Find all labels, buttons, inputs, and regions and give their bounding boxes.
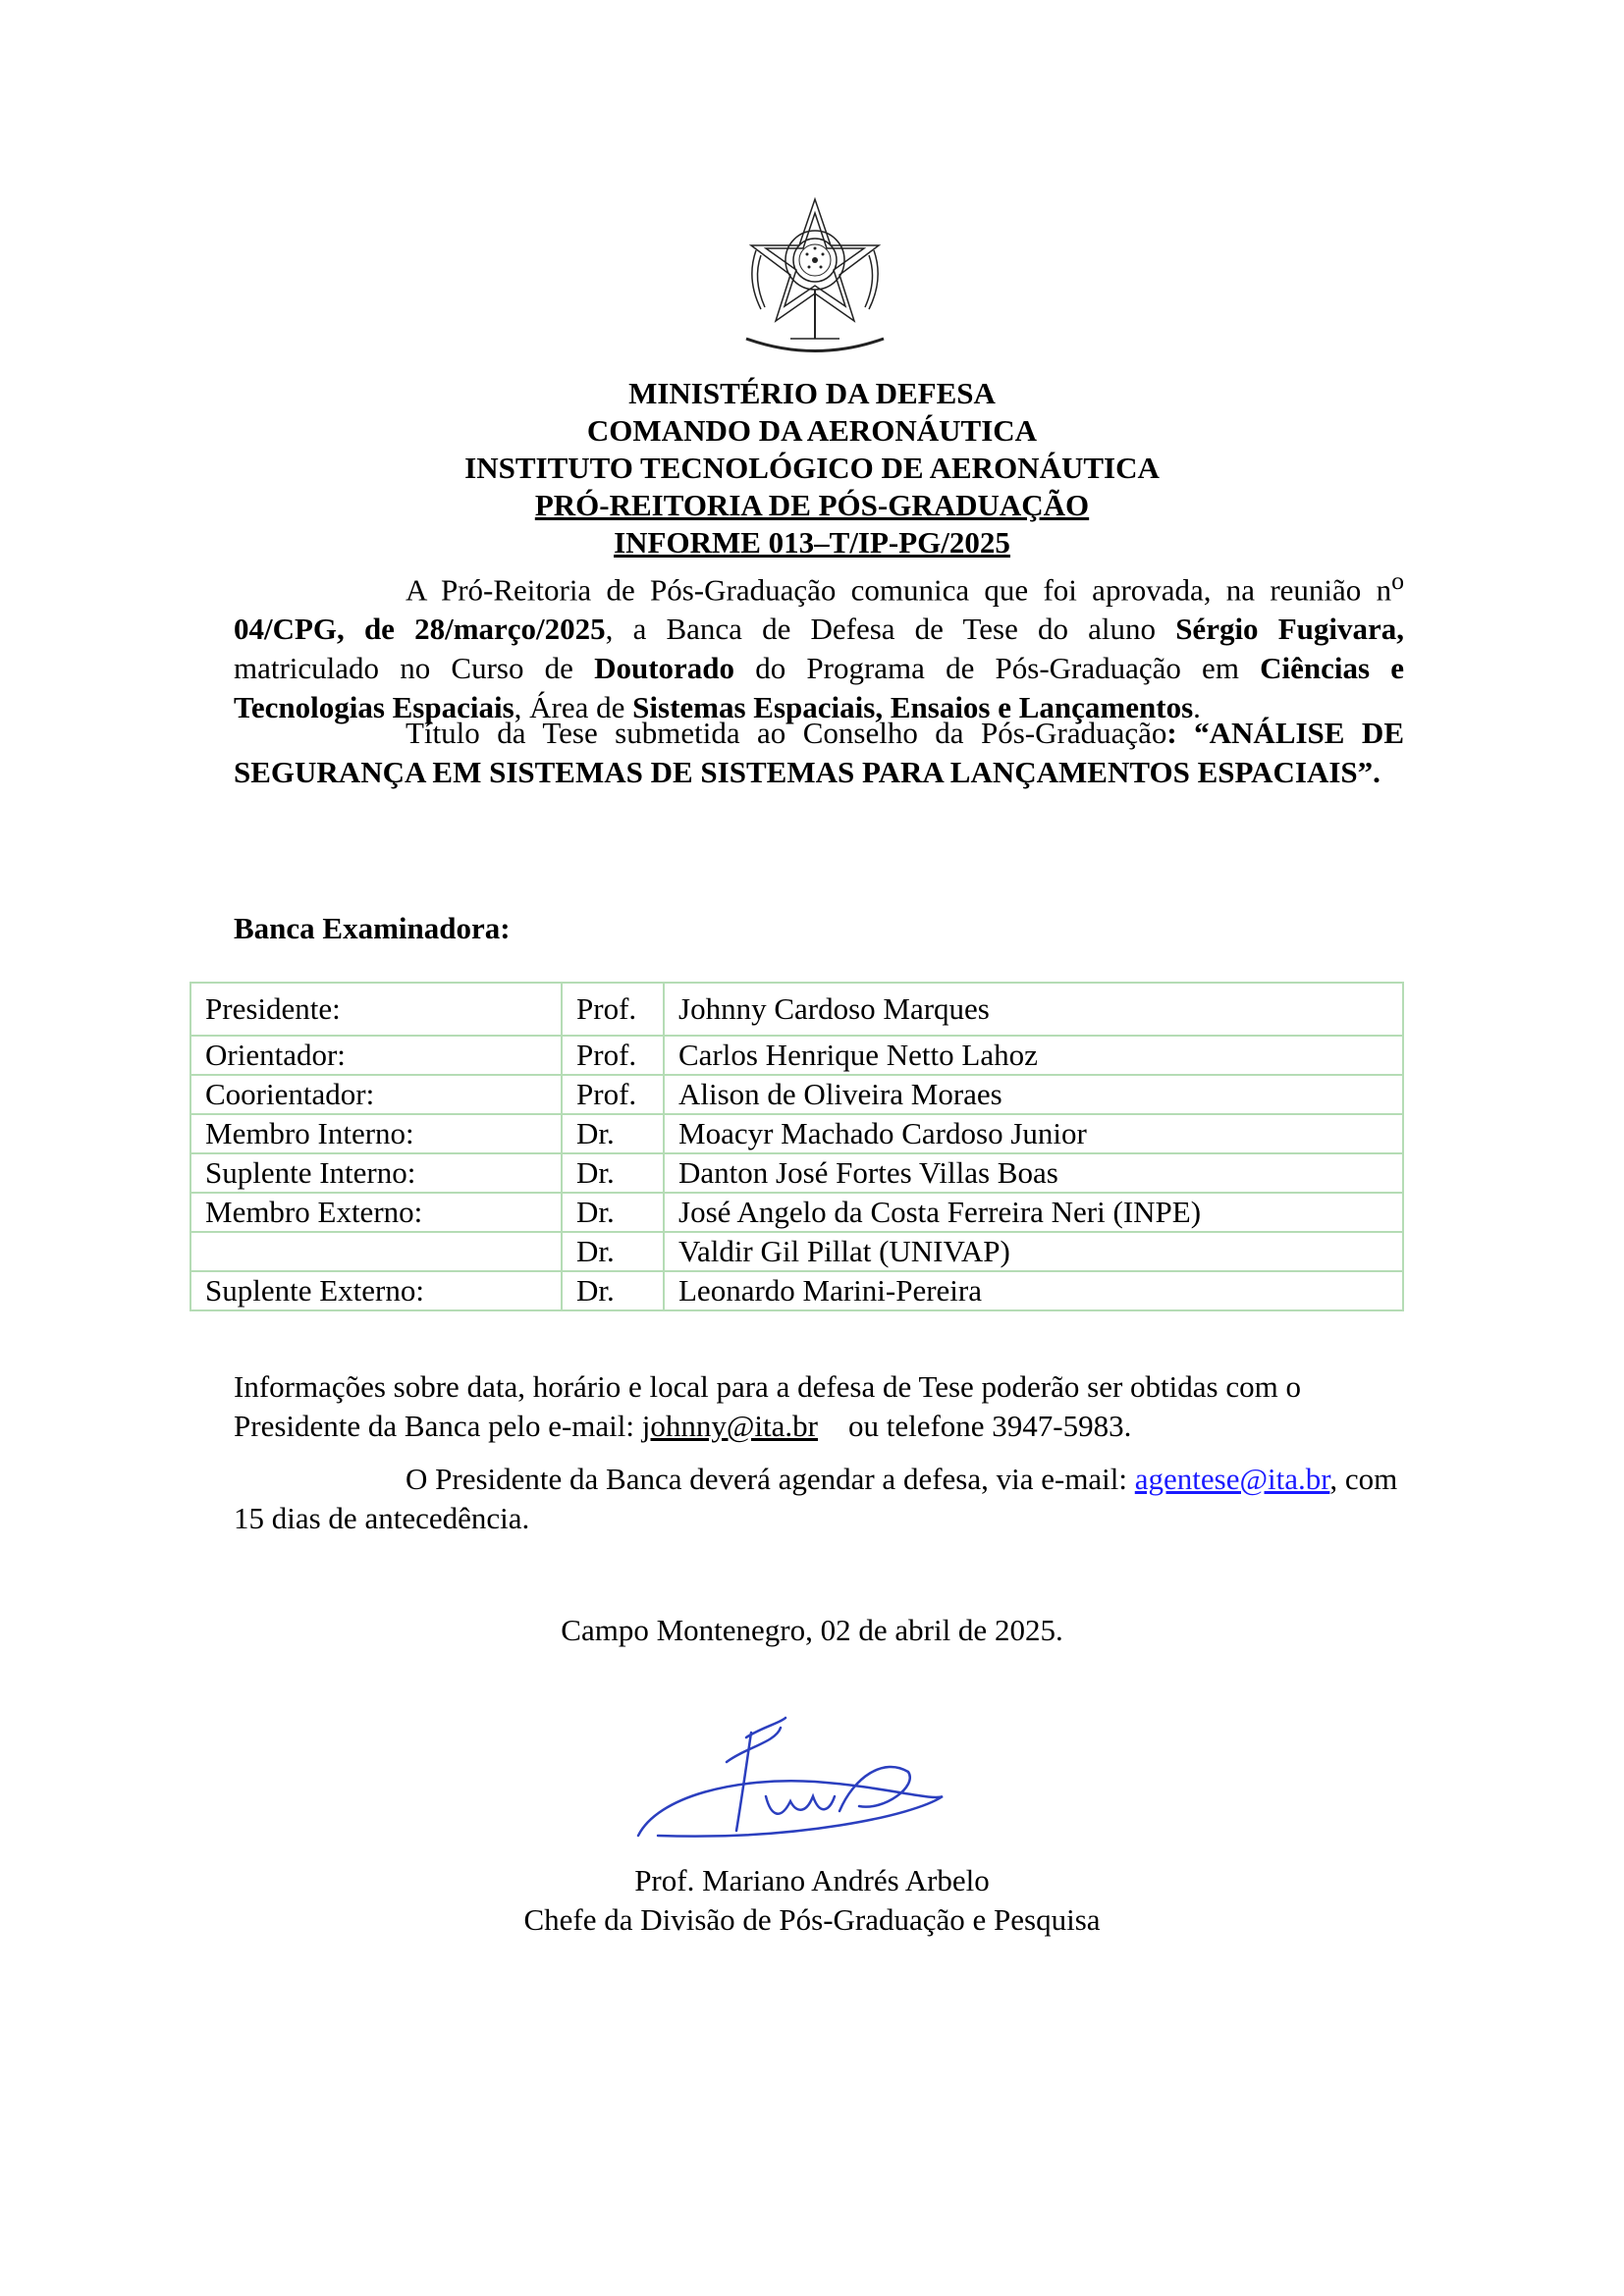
- para1-text-2: , a Banca de Defesa de Tese do aluno: [605, 612, 1176, 647]
- scheduling-deadline-text: , com 15 dias de antecedência.: [234, 1462, 1398, 1535]
- header-institute: INSTITUTO TECNOLÓGICO DE AERONÁUTICA: [464, 451, 1160, 485]
- signer-name: Prof. Mariano Andrés Arbelo: [634, 1863, 990, 1897]
- committee-member-name: Carlos Henrique Netto Lahoz: [664, 1036, 1403, 1075]
- committee-role: [190, 1232, 562, 1271]
- student-name: Sérgio Fugivara,: [1175, 612, 1405, 647]
- committee-member-name: Leonardo Marini-Pereira: [664, 1271, 1403, 1310]
- para1-text-5: , Área de: [514, 690, 633, 725]
- committee-title: Prof.: [562, 983, 664, 1036]
- contact-info-text: Informações sobre data, horário e local para a defesa de Tese poderão ser obtidas com o Presidente da Banca pelo e-mail:: [234, 1369, 1301, 1443]
- contact-phone-text: ou telefone 3947-5983.: [847, 1409, 1132, 1443]
- table-row: [190, 1114, 1403, 1153]
- para1-text-1: A Pró-Reitoria de Pós-Graduação comunica que foi aprovada, na reunião n: [406, 572, 1392, 608]
- table-row: [190, 1036, 1403, 1075]
- table-row: [190, 1193, 1403, 1232]
- contact-info-paragraph: [234, 1367, 1404, 1446]
- table-row: [190, 983, 1403, 1036]
- committee-member-name: Johnny Cardoso Marques: [664, 983, 1403, 1036]
- president-email: johnny@ita.br: [641, 1409, 818, 1443]
- header-ministry: MINISTÉRIO DA DEFESA: [628, 376, 996, 410]
- table-row: [190, 1075, 1403, 1114]
- thesis-title-paragraph: [234, 714, 1404, 792]
- committee-title: Dr.: [562, 1114, 664, 1153]
- para1-text-4: do Programa de Pós-Graduação em: [734, 651, 1261, 686]
- coat-of-arms-emblem: [731, 191, 898, 368]
- header-command: COMANDO DA AERONÁUTICA: [586, 413, 1038, 448]
- meeting-reference: 04/CPG, de 28/março/2025: [234, 612, 606, 647]
- course-level: Doutorado: [594, 651, 735, 686]
- para1-text-6: .: [1193, 690, 1201, 725]
- committee-member-name: Danton José Fortes Villas Boas: [664, 1153, 1403, 1193]
- committee-title: Dr.: [562, 1153, 664, 1193]
- committee-heading: Banca Examinadora:: [234, 911, 511, 945]
- agentese-email-link[interactable]: agentese@ita.br: [1134, 1462, 1330, 1496]
- committee-member-name: Moacyr Machado Cardoso Junior: [664, 1114, 1403, 1153]
- committee-title: Dr.: [562, 1271, 664, 1310]
- para2-text: Título da Tese submetida ao Conselho da Pós-Graduação: [406, 716, 1167, 750]
- para1-ordinal: o: [1391, 566, 1404, 595]
- committee-role: Orientador:: [190, 1036, 562, 1075]
- place-date-line: Campo Montenegro, 02 de abril de 2025.: [561, 1613, 1063, 1647]
- committee-title: Dr.: [562, 1193, 664, 1232]
- thesis-title: : “ANÁLISE DE SEGURANÇA EM SISTEMAS DE SISTEMAS PARA LANÇAMENTOS ESPACIAIS”.: [234, 716, 1404, 789]
- signature-image: [619, 1688, 1011, 1865]
- document-header: [0, 375, 1624, 561]
- area-name: Sistemas Espaciais, Ensaios e Lançamentos: [632, 690, 1194, 725]
- scheduling-text: O Presidente da Banca deverá agendar a defesa, via e-mail:: [406, 1462, 1135, 1496]
- committee-title: Dr.: [562, 1232, 664, 1271]
- committee-role: Membro Interno:: [190, 1114, 562, 1153]
- signer-role: Chefe da Divisão de Pós-Graduação e Pesquisa: [523, 1902, 1101, 1937]
- committee-member-name: Valdir Gil Pillat (UNIVAP): [664, 1232, 1403, 1271]
- committee-role: Coorientador:: [190, 1075, 562, 1114]
- committee-role: Presidente:: [190, 983, 562, 1036]
- table-row: [190, 1271, 1403, 1310]
- scheduling-paragraph: [234, 1460, 1404, 1538]
- table-row: [190, 1232, 1403, 1271]
- table-row: [190, 1153, 1403, 1193]
- committee-role: Suplente Externo:: [190, 1271, 562, 1310]
- committee-role: Suplente Interno:: [190, 1153, 562, 1193]
- header-pro-rectory: PRÓ-REITORIA DE PÓS-GRADUAÇÃO: [534, 488, 1090, 522]
- committee-title: Prof.: [562, 1036, 664, 1075]
- program-name: Ciências e Tecnologias Espaciais: [234, 651, 1404, 725]
- para1-text-3: matriculado no Curso de: [234, 651, 595, 686]
- header-informe-number: INFORME 013–T/IP-PG/2025: [614, 525, 1010, 560]
- committee-role: Membro Externo:: [190, 1193, 562, 1232]
- announcement-paragraph: [234, 561, 1404, 727]
- committee-table: [189, 982, 1404, 1311]
- signer-block: [0, 1861, 1624, 1940]
- committee-title: Prof.: [562, 1075, 664, 1114]
- committee-member-name: Alison de Oliveira Moraes: [664, 1075, 1403, 1114]
- committee-member-name: José Angelo da Costa Ferreira Neri (INPE): [664, 1193, 1403, 1232]
